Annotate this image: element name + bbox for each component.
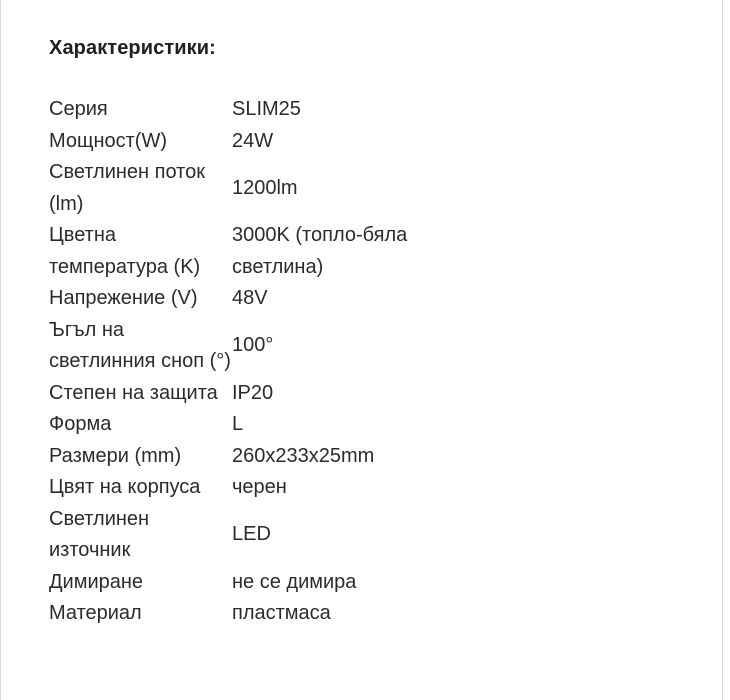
spec-value: черен <box>232 476 287 498</box>
spec-label: Цвят на корпуса <box>49 476 201 498</box>
spec-label: Ъгъл на светлинния сноп (°) <box>49 318 231 372</box>
spec-value: IP20 <box>232 381 274 404</box>
spec-label: Форма <box>49 413 112 435</box>
spec-label: Мощност(W) <box>49 129 167 152</box>
spec-label: Серия <box>49 98 108 120</box>
spec-row-shape <box>49 409 427 441</box>
spec-value: 48V <box>232 287 268 309</box>
section-title: Характеристики: <box>49 37 216 59</box>
spec-label: Размери (mm) <box>49 444 182 467</box>
spec-row-protection <box>49 378 427 410</box>
spec-row-body-color <box>49 472 427 504</box>
spec-value: 260x233x25mm <box>232 444 375 467</box>
spec-value: SLIM25 <box>232 98 301 120</box>
specs-table <box>49 94 427 630</box>
spec-value: 3000K (топло-бяла светлина) <box>232 224 408 278</box>
spec-row-color-temperature <box>49 220 427 283</box>
spec-row-material <box>49 598 427 630</box>
spec-value: пластмаса <box>232 602 331 624</box>
spec-label: Напрежение (V) <box>49 287 198 309</box>
spec-label: Димиране <box>49 570 144 593</box>
spec-value: L <box>232 413 244 435</box>
spec-row-light-source <box>49 504 427 567</box>
characteristics-panel <box>49 34 709 624</box>
spec-row-luminous-flux <box>49 157 427 220</box>
spec-row-dimming <box>49 567 427 599</box>
spec-value: не се димира <box>232 570 357 593</box>
spec-row-power <box>49 126 427 158</box>
spec-row-series <box>49 94 427 126</box>
spec-label: Цветна температура (K) <box>49 224 201 278</box>
spec-row-voltage <box>49 283 427 315</box>
spec-row-beam-angle <box>49 315 427 378</box>
spec-value: 1200lm <box>232 176 298 199</box>
spec-label: Материал <box>49 602 142 624</box>
spec-value: LED <box>232 523 271 546</box>
right-border <box>722 0 723 700</box>
spec-value: 24W <box>232 129 274 152</box>
left-border <box>0 0 1 700</box>
spec-label: Степен на защита <box>49 381 218 404</box>
spec-label: Светлинен източник <box>49 507 150 561</box>
spec-label: Светлинен поток (lm) <box>49 161 205 215</box>
spec-value: 100° <box>232 334 274 357</box>
spec-row-dimensions <box>49 441 427 473</box>
